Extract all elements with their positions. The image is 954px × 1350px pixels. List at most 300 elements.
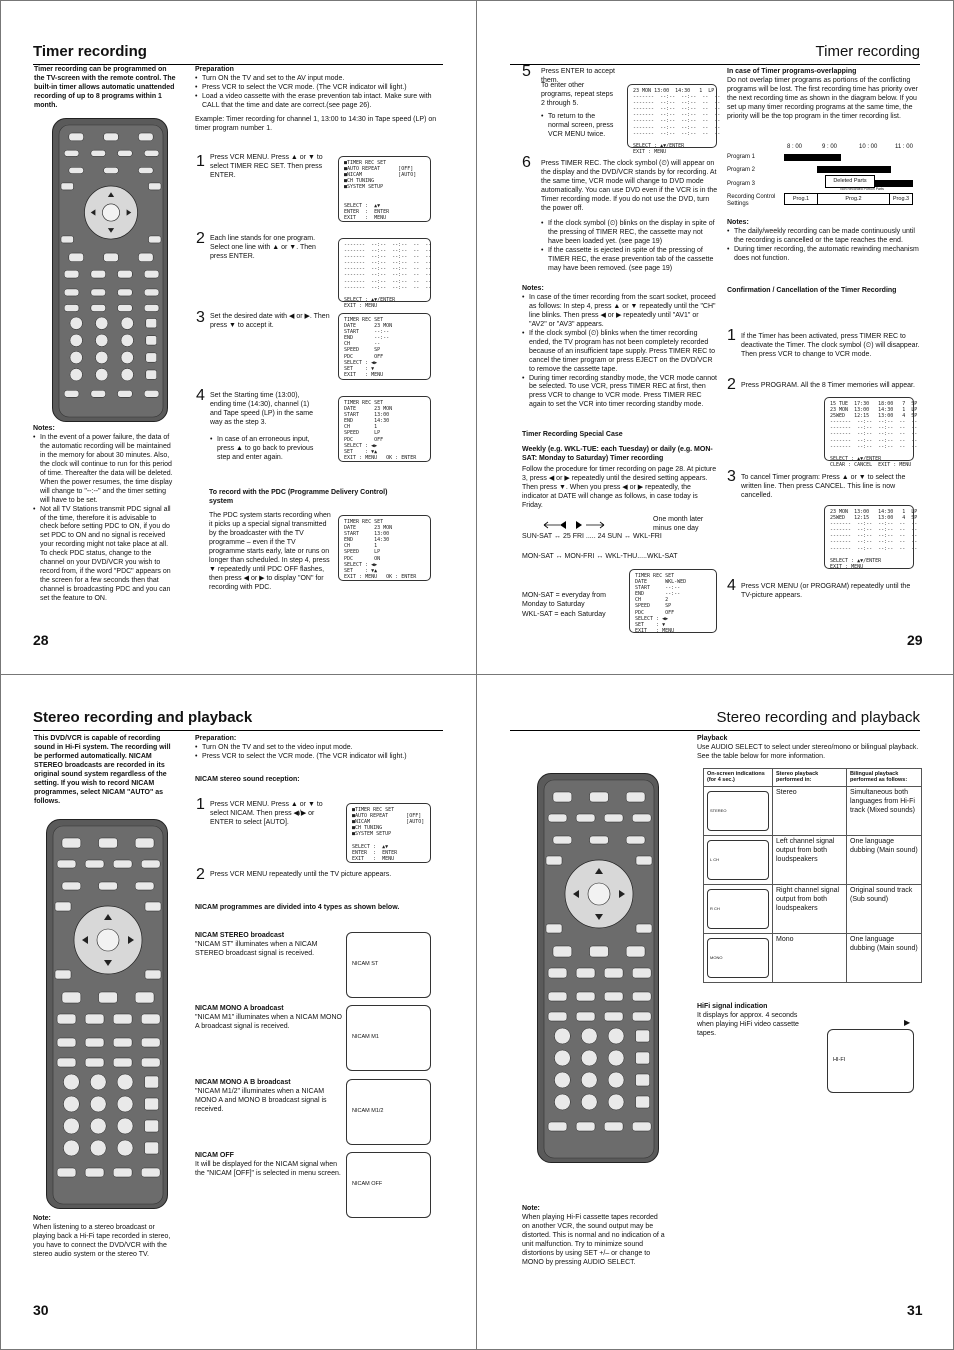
remote-button (135, 882, 154, 890)
note-item: • Not all TV Stations transmit PDC signal all of the time, therefore it is advisable to check before setting PDC to ON, if you do set PDC to ON and no signal is received your recording might not take place at all. To check PDC status, change to the channel on your DVD/VCR you wish to record from, if the word "PDC" appears on the screen for a few seconds then that channel is broadcasting PDC and you can set the feature to ON. (33, 506, 175, 604)
step-1-text: Press VCR MENU. Press ▲ or ▼ to select NICAM. Then press ◀/▶ or ENTER to select [AUTO]. (210, 801, 323, 826)
number-button (121, 317, 133, 329)
remote-button (146, 370, 157, 379)
remote-button (135, 992, 154, 1003)
remote-button (64, 270, 79, 278)
playback-heading: Playback (697, 735, 728, 742)
nicam-type-text: "NICAM M1" illuminates when a NICAM MONO A broadcast signal is received. (195, 1013, 342, 1030)
remote-button (61, 236, 73, 243)
remote-button (64, 390, 79, 397)
remote-button (149, 236, 161, 243)
page-number: 31 (907, 1302, 923, 1318)
enter-button (588, 883, 610, 905)
note-item: • During timer recording standby mode, the VCR mode cannot be selected. To use VCR, press TIMER REC at first, then press VCR to change to VCR mode. Press TIMER REC again to set the VCR into timer recording standby mode. (522, 375, 718, 411)
remote-button (548, 968, 567, 978)
remote-button (636, 1052, 650, 1064)
remote-button (145, 902, 161, 911)
overlap-heading: In case of Timer programs-overlapping (727, 68, 857, 75)
diagram-row-label: Recording Control Settings (727, 194, 776, 207)
remote-button (57, 1168, 76, 1177)
number-button (95, 368, 107, 380)
step-number: 3 (727, 468, 736, 485)
page-title: Timer recording (33, 42, 443, 65)
remote-button (85, 1168, 104, 1177)
step-number: 2 (196, 866, 205, 883)
step-5-repeat: To enter other programs, repeat steps 2 through 5. (541, 82, 613, 107)
note-block (522, 1205, 667, 1270)
number-button (70, 334, 82, 346)
nicam-type-text: It will be displayed for the NICAM signal when the "NICAM [OFF]" is selected in menu screen. (195, 1160, 341, 1177)
osd-program-list: ------- --:-- --:-- -- -- ------- --:-- --:-- -- -- ------- --:-- --:-- -- -- ------- --:-- --:-- -- -- ------- --:-- --:-- -- -- ------- --:-- --:-- -- -- ------- --:-- --:-- -- -- ------- --:-- --:-- -- -- SELECT : ▲▼/ENTER EXIT : MENU (338, 238, 431, 302)
notes-heading: Notes: (33, 425, 55, 432)
remote-button (138, 167, 153, 173)
nicam-type-text: "NICAM ST" illuminates when a NICAM STEREO broadcast signal is received. (195, 940, 318, 957)
remote-button (113, 1038, 132, 1047)
notes-heading: Notes: (727, 219, 749, 226)
weekly-heading: Weekly (e.g. WKL-TUE: each Tuesday) or daily (e.g. MON-SAT: Monday to Saturday) Timer recording (522, 446, 713, 462)
number-button (117, 1096, 133, 1112)
remote-button (548, 1012, 567, 1021)
indication-cell (704, 835, 773, 884)
remote-button (632, 1012, 651, 1021)
number-button (608, 1072, 624, 1088)
nicam-type-heading: NICAM MONO A broadcast (195, 1005, 284, 1012)
indication-cell (704, 786, 773, 835)
remote-button (141, 860, 160, 868)
pdc-text: The PDC system starts recording when it picks up a special signal transmitted by the broadcaster with the TV programme – even if the TV programme starts early, late or runs on longer than scheduled. In step 4, press ▼ repeatedly until PDC OFF flashes, then press ◀ or ▶ to display "ON" for recording with PDC. (209, 512, 331, 591)
note-item: • In case of the timer recording from the scart socket, proceed as follows: In step 4, press ▲ or ▼ repeatedly until the "CH" line blinks. Then press ◀ or ▶ repeatedly until "AV1" or "AV2" or "AV3" appears. (522, 294, 718, 330)
remote-button (113, 1058, 132, 1067)
remote-button (149, 183, 161, 190)
remote-button (118, 150, 133, 156)
osd-weekly-setting: TIMER REC SET DATE WKL-WED START --:-- END --:-- CH 2 SPEED SP PDC OFF SELECT : ◀▶ SET : ▼ EXIT : MENU (629, 569, 717, 633)
number-button (70, 368, 82, 380)
page-number: 30 (33, 1302, 49, 1318)
osd-menu-screen: ■TIMER REC SET ■AUTO REPEAT [OFF] ■NICAM [AUTO] ■CH TUNING ■SYSTEM SETUP SELECT : ▲▼ ENTER : ENTER EXIT : MENU (338, 156, 431, 222)
overlap-diagram (727, 144, 923, 212)
pdc-heading: To record with the PDC (Programme Delivery Control) system (209, 489, 388, 505)
number-button (581, 1028, 597, 1044)
enter-button (102, 204, 119, 221)
number-button (63, 1074, 79, 1090)
number-button (608, 1028, 624, 1044)
confirm-heading: Confirmation / Cancellation of the Timer Recording (727, 287, 897, 294)
nicam-off-block (195, 1152, 343, 1181)
remote-button (144, 270, 159, 278)
remote-button (636, 856, 652, 865)
page-number: 28 (33, 632, 49, 648)
remote-button (118, 289, 133, 296)
diagram-row-label: Program 2 (727, 167, 756, 173)
number-button (554, 1094, 570, 1110)
number-button (581, 1050, 597, 1066)
special-case-heading: Timer Recording Special Case (522, 431, 623, 438)
diagram-row-label: Program 1 (727, 154, 756, 160)
number-button (608, 1094, 624, 1110)
remote-buttons (59, 125, 163, 417)
indication-cell (704, 933, 773, 982)
remote-button (118, 270, 133, 278)
confirm-step-2: Press PROGRAM. All the 8 Timer memories will appear. (741, 382, 915, 389)
preparation-heading: Preparation: (195, 735, 237, 742)
preparation-block (195, 66, 443, 136)
step-4-text: Set the Starting time (13:00), ending time (14:30), channel (1) and Tape speed (LP) in the same way as the step 3. (210, 392, 313, 426)
remote-button (62, 992, 81, 1003)
number-button (554, 1050, 570, 1066)
indication-screen: R CH (707, 889, 769, 929)
remote-button (576, 814, 595, 822)
note-text: When listening to a stereo broadcast or playing back a Hi-Fi tape recorded in stereo, you have to connect the DVD/VCR with the stereo audio system or the stereo TV. (33, 1223, 171, 1258)
nicam-m12-display: NICAM M1/2 (346, 1079, 431, 1145)
number-button (554, 1028, 570, 1044)
step-number: 2 (196, 230, 205, 247)
arrow-cycle-icon (542, 520, 612, 530)
remote-button (145, 1120, 159, 1132)
number-button (121, 351, 133, 363)
remote-control-illustration (46, 819, 168, 1209)
audio-playback-table (703, 768, 922, 983)
number-button (70, 351, 82, 363)
step-number: 3 (196, 309, 205, 326)
remote-button (144, 150, 159, 156)
remote-control-illustration (537, 773, 659, 1163)
remote-button (91, 289, 106, 296)
diagram-time: 8 : 00 (787, 144, 803, 150)
hifi-block (697, 1003, 807, 1041)
remote-button (146, 319, 157, 328)
step-number: 1 (196, 153, 205, 170)
page-30 (0, 675, 476, 1350)
nicam-reception-heading: NICAM stereo sound reception: (195, 776, 300, 783)
diagram-prog-label: Prog.3 (892, 196, 910, 202)
nicam-types-heading: NICAM programmes are divided into 4 types as shown below. (195, 904, 400, 911)
play-arrow-icon: ▶ (904, 1018, 911, 1027)
remote-button (553, 836, 572, 844)
diagram-row-label: Program 3 (727, 181, 756, 187)
notes-2-block (727, 219, 922, 264)
remote-button (138, 253, 153, 262)
osd-timer-rec-set: TIMER REC SET DATE 23 MON START --:-- END --:-- CH -- SPEED SP PDC OFF SELECT : ◀▶ SET : ▼ EXIT : MENU (338, 313, 431, 380)
remote-button (626, 946, 645, 957)
remote-button (64, 150, 79, 156)
page-title: Timer recording (510, 42, 920, 65)
remote-button (85, 1058, 104, 1067)
step-1-text: Press VCR MENU. Press ▲ or ▼ to select TIMER REC SET. Then press ENTER. (210, 154, 323, 179)
remote-button (146, 353, 157, 362)
remote-control-illustration (52, 118, 168, 422)
remote-button (57, 1038, 76, 1047)
diagram-bar-program-1 (784, 154, 841, 161)
page-title: Stereo recording and playback (510, 708, 920, 731)
remote-button (91, 305, 106, 312)
remote-button (85, 1014, 104, 1024)
confirm-step-1: If the Timer has been activated, press TIMER REC to deactivate the Timer. The clock symbol (⏲) will disappear. Then press VCR to change to VCR mode. (741, 333, 920, 358)
remote-button (104, 167, 119, 173)
remote-button (104, 253, 119, 262)
remote-button (590, 792, 609, 802)
remote-button (113, 1168, 132, 1177)
remote-button (64, 305, 79, 312)
nicam-type-heading: NICAM MONO A B broadcast (195, 1079, 291, 1086)
nicam-type-heading: NICAM OFF (195, 1152, 234, 1159)
remote-button (57, 1014, 76, 1024)
remote-button (91, 150, 106, 156)
recording-control-bar (784, 193, 913, 205)
number-button (90, 1140, 106, 1156)
preparation-block (195, 735, 443, 762)
remote-button (144, 305, 159, 312)
remote-button (632, 992, 651, 1001)
note-heading: Note: (522, 1205, 540, 1212)
nicam-stereo-block (195, 932, 343, 961)
number-button (581, 1072, 597, 1088)
remote-button (553, 946, 572, 957)
note-text: When playing Hi-Fi cassette tapes recorded on another VCR, the sound output may be distorted. This is normal and no indication of a unit malfunction. Try to minimize sound distortions by using SET +/– or change to MONO by pressing AUDIO SELECT. (522, 1213, 665, 1266)
number-button (70, 317, 82, 329)
note-item: • During timer recording, the automatic rewinding mechanism does not function. (727, 246, 922, 264)
number-button (90, 1118, 106, 1134)
preparation-heading: Preparation (195, 66, 234, 73)
remote-button (91, 390, 106, 397)
note-item: • If the clock symbol (⏲) blinks when the timer recording ended, the TV program has not been completely recorded because of an insufficient tape supply. Press TIMER REC to cancel the timer program or press EJECT on the DVD/VCR to remove the cassette tape. (522, 330, 718, 375)
stereo-cell: Right channel signal output from both loudspeakers (773, 884, 847, 933)
note-item: • In the event of a power failure, the data of the automatic recording will be maintained in the memory for about 30 minutes. Also, the clock will continue to run for this period of time. Thereafter the data will be deleted. When the power resumes, the time display will change to "--:--" and the timer setting will have to be set. (33, 434, 175, 506)
step-4-hint: • In case of an erroneous input, press ▲ to go back to previous step and enter again. (210, 436, 322, 463)
remote-button (145, 1142, 159, 1154)
column-header: Stereo playback performed in: (773, 769, 847, 787)
remote-button (604, 968, 623, 978)
remote-button (135, 838, 154, 848)
number-button (117, 1140, 133, 1156)
date-cycle-line-2: MON-SAT ↔ MON-FRI ↔ WKL-THU.....WKL-SAT (522, 553, 678, 560)
remote-button (604, 992, 623, 1001)
diagram-bar-program-3 (873, 180, 913, 187)
playback-text: Use AUDIO SELECT to select under stereo/mono or bilingual playback. See the table below for more information. (697, 743, 919, 760)
step-number: 1 (727, 327, 736, 344)
step-number: 6 (522, 154, 531, 171)
step-6-text: Press TIMER REC. The clock symbol (⏲) will appear on the display and the DVD/VCR stands by for recording. At the same time, VCR mode will change to DVD mode automatically. You can use DVD even if the VCR is in the Timer recording mode. If you do not use the DVD, turn the power off. (541, 160, 718, 212)
remote-button (546, 924, 562, 933)
prep-item: • Turn ON the TV and set to the video input mode. (195, 744, 443, 753)
nicam-type-text: "NICAM M1/2" illuminates when a NICAM MONO A and MONO B broadcast signal is received. (195, 1087, 327, 1113)
remote-button (57, 860, 76, 868)
overlap-text: Do not overlap timer programs as portions of the conflicting programs will be lost. The first recording time has priority over the next recording time as shown in the diagram below. If you set up many timer recording programs at the same time, the priority will be the top program in the timer recording list. (727, 77, 918, 120)
remote-button (145, 1098, 159, 1110)
remote-button (553, 792, 572, 802)
remote-button (99, 838, 118, 848)
page-title: Stereo recording and playback (33, 708, 443, 731)
remote-button (99, 992, 118, 1003)
hifi-heading: HiFi signal indication (697, 1003, 768, 1010)
remote-button (91, 270, 106, 278)
remote-button (55, 970, 71, 979)
cycle-note: One month later minus one day (653, 516, 704, 532)
number-button (95, 317, 107, 329)
nicam-mono-ab-block (195, 1079, 343, 1117)
remote-button (548, 814, 567, 822)
remote-button (144, 289, 159, 296)
remote-button (141, 1058, 160, 1067)
page-28 (0, 0, 476, 674)
remote-button (61, 183, 73, 190)
wkl-sat-definition: WKL-SAT = each Saturday (522, 611, 606, 618)
notes-block (33, 425, 175, 604)
number-button (117, 1118, 133, 1134)
diagram-prog-label: Prog.1 (785, 194, 818, 204)
remote-button (146, 336, 157, 345)
remote-button (626, 792, 645, 802)
hifi-text: It displays for approx. 4 seconds when playing HiFi video cassette tapes. (697, 1011, 799, 1037)
remote-button (590, 946, 609, 957)
confirm-step-4: Press VCR MENU (or PROGRAM) repeatedly until the TV-picture appears. (741, 583, 911, 599)
remote-button (144, 390, 159, 397)
nicam-mono-a-block (195, 1005, 343, 1034)
number-button (63, 1118, 79, 1134)
number-button (121, 368, 133, 380)
osd-after-cancel: 23 MON 13:00 14:30 1 LP 25WED 12:15 13:00 4 SP ------- --:-- --:-- -- -- ------- --:-- --:-- -- -- ------- --:-- --:-- -- -- ------- --:-- --:-- -- -- ------- --:-- --:-- -- -- SELECT : ▲▼/ENTER EXIT : MENU (824, 505, 914, 569)
playback-block (697, 735, 922, 764)
remote-button (145, 1076, 159, 1088)
confirm-step-3: To cancel Timer program: Press ▲ or ▼ to select the written line. Then press CANCEL. This line is now cancelled. (741, 474, 906, 499)
indication-screen: MONO (707, 938, 769, 978)
indication-cell (704, 884, 773, 933)
indication-screen: L CH (707, 840, 769, 880)
remote-button (145, 970, 161, 979)
remote-button (636, 1074, 650, 1086)
number-button (90, 1074, 106, 1090)
bilingual-cell: Original sound track (Sub sound) (847, 884, 922, 933)
bilingual-cell: One language dubbing (Main sound) (847, 933, 922, 982)
remote-button (604, 1122, 623, 1131)
remote-button (55, 902, 71, 911)
note-item: • The daily/weekly recording can be made continuously until the recording is cancelled or the tape reaches the end. (727, 228, 922, 246)
example-text: Example: Timer recording for channel 1, 13:00 to 14:30 in Tape speed (LP) on timer program number 1. (195, 115, 437, 132)
remote-button (69, 167, 84, 173)
number-button (581, 1094, 597, 1110)
number-button (63, 1140, 79, 1156)
indication-screen: STEREO (707, 791, 769, 831)
step-5-return: • To return to the normal screen, press VCR MENU twice. (541, 113, 617, 140)
step-number: 4 (727, 577, 736, 594)
remote-button (632, 968, 651, 978)
nicam-type-heading: NICAM STEREO broadcast (195, 932, 285, 939)
intro-text: This DVD/VCR is capable of recording sound in Hi-Fi system. The recording will be performed automatically. NICAM STEREO broadcasts are recorded in its original sound system regardless of the setting. If you wish to record NICAM programmes, select NICAM "AUTO" as follows. (34, 735, 171, 805)
remote-button (138, 133, 153, 141)
note-heading: Note: (33, 1215, 51, 1222)
hifi-display: HI-FI (827, 1029, 914, 1093)
remote-button (576, 1122, 595, 1131)
remote-button (604, 814, 623, 822)
nicam-off-display: NICAM OFF (346, 1152, 431, 1218)
step-2-text: Each line stands for one program. Select one line with ▲ or ▼. Then press ENTER. (210, 235, 316, 260)
step-6-hint: • If the clock symbol (⏲) blinks on the display in spite of the pressing of TIMER REC, the cassette may not have been loaded yet. (see page 19) (541, 220, 717, 247)
step-3-text: Set the desired date with ◀ or ▶. Then press ▼ to accept it. (210, 313, 330, 329)
diagram-time: 10 : 00 (859, 144, 878, 150)
remote-button (57, 1058, 76, 1067)
remote-button (85, 1038, 104, 1047)
remote-button (141, 1038, 160, 1047)
remote-button (64, 289, 79, 296)
prep-item: • Load a video cassette with the erase prevention tab intact. Make sure with CALL that the time and date are correct.(see page 26). (195, 93, 443, 111)
bilingual-cell: Simultaneous both languages from Hi-Fi track (Mixed sounds) (847, 786, 922, 835)
remote-button (62, 838, 81, 848)
osd-pdc-on: TIMER REC SET DATE 23 MON START 13:00 END 14:30 CH 1 SPEED LP PDC ON SELECT : ◀▶ SET : ▼▲ EXIT : MENU OK : ENTER (338, 515, 431, 581)
remote-button (636, 924, 652, 933)
enter-button (97, 929, 119, 951)
remote-button (141, 1168, 160, 1177)
notes-block (522, 285, 718, 410)
table-header-row (704, 769, 922, 787)
step-5-text: Press ENTER to accept them. (541, 68, 615, 84)
osd-nicam-menu: ■TIMER REC SET ■AUTO REPEAT [OFF] ■NICAM [AUTO] ■CH TUNING ■SYSTEM SETUP SELECT : ▲▼ ENTER : ENTER EXIT : MENU (346, 803, 431, 863)
weekly-text: Follow the procedure for timer recording on page 28. At picture 3, press ◀ or ▶ repeatedly until the desired setting appears. Then press ▼. When you press ◀ or ▶ repeatedly, the indicator at DATE will change as follows, in case today is Friday. (522, 466, 717, 509)
table-row (704, 786, 922, 835)
page-number: 29 (907, 632, 923, 648)
diagram-prog-label: Prog.2 (818, 194, 890, 204)
stereo-cell: Left channel signal output from both loudspeakers (773, 835, 847, 884)
number-button (95, 334, 107, 346)
step-6-hint: • If the cassette is ejected in spite of the pressing of TIMER REC, the erase prevention tab of the cassette may have been removed. (see page 19) (541, 247, 717, 274)
remote-button (576, 968, 595, 978)
nicam-m1-display: NICAM M1 (346, 1005, 431, 1071)
prep-item: • Press VCR to select the VCR mode. (The VCR indicator will light.) (195, 753, 443, 762)
remote-button (590, 836, 609, 844)
remote-button (576, 992, 595, 1001)
column-header: Bilingual playback performed as follows: (847, 769, 922, 787)
remote-button (636, 1030, 650, 1042)
remote-button (632, 814, 651, 822)
step-2-text: Press VCR MENU repeatedly until the TV picture appears. (210, 871, 392, 878)
diagram-time: 11 : 00 (895, 144, 913, 150)
number-button (117, 1074, 133, 1090)
number-button (63, 1096, 79, 1112)
nicam-st-display: NICAM ST (346, 932, 431, 998)
remote-button (576, 1012, 595, 1021)
remote-button (69, 253, 84, 262)
remote-buttons (544, 780, 654, 1158)
column-header: On-screen indications (for 4 sec.) (704, 769, 773, 787)
remote-button (118, 305, 133, 312)
stereo-cell: Mono (773, 933, 847, 982)
table-row (704, 884, 922, 933)
stereo-cell: Stereo (773, 786, 847, 835)
osd-timer-memories: 15 TUE 17:30 18:00 7 SP 23 MON 13:00 14:30 1 LP 25WED 12:15 13:00 4 SP ------- --:-- --:-- -- -- ------- --:-- --:-- -- -- ------- --:-- --:-- -- -- ------- --:-- --:-- -- -- ------- --:-- --:-- -- -- SELECT : ▲▼/ENTER CLEAR : CANCEL EXIT : MENU (824, 397, 914, 461)
number-button (90, 1096, 106, 1112)
diagram-bar-program-2 (817, 166, 891, 173)
notes-heading: Notes: (522, 285, 544, 292)
page-29 (477, 0, 954, 674)
mon-sat-definition: MON-SAT = everyday from Monday to Saturday (522, 592, 606, 608)
table-row (704, 835, 922, 884)
remote-button (548, 1122, 567, 1131)
prep-item: • Press VCR to select the VCR mode. (The VCR indicator will light.) (195, 84, 443, 93)
diagram-time: 9 : 00 (822, 144, 838, 150)
remote-button (546, 856, 562, 865)
remote-button (62, 882, 81, 890)
date-cycle-line-1: SUN-SAT ↔ 25 FRI ..... 24 SUN ↔ WKL-FRI (522, 533, 662, 540)
remote-button (99, 882, 118, 890)
remote-button (69, 133, 84, 141)
remote-button (104, 133, 119, 141)
number-button (554, 1072, 570, 1088)
remote-button (113, 1014, 132, 1024)
intro-text: Timer recording can be programmed on the TV-screen with the remote control. The built-in timer allows automatic unattended recording of up to 8 programs within 1 month. (34, 66, 176, 109)
remote-button (85, 860, 104, 868)
step-number: 2 (727, 376, 736, 393)
number-button (95, 351, 107, 363)
page-31 (477, 675, 954, 1350)
remote-button (632, 1122, 651, 1131)
